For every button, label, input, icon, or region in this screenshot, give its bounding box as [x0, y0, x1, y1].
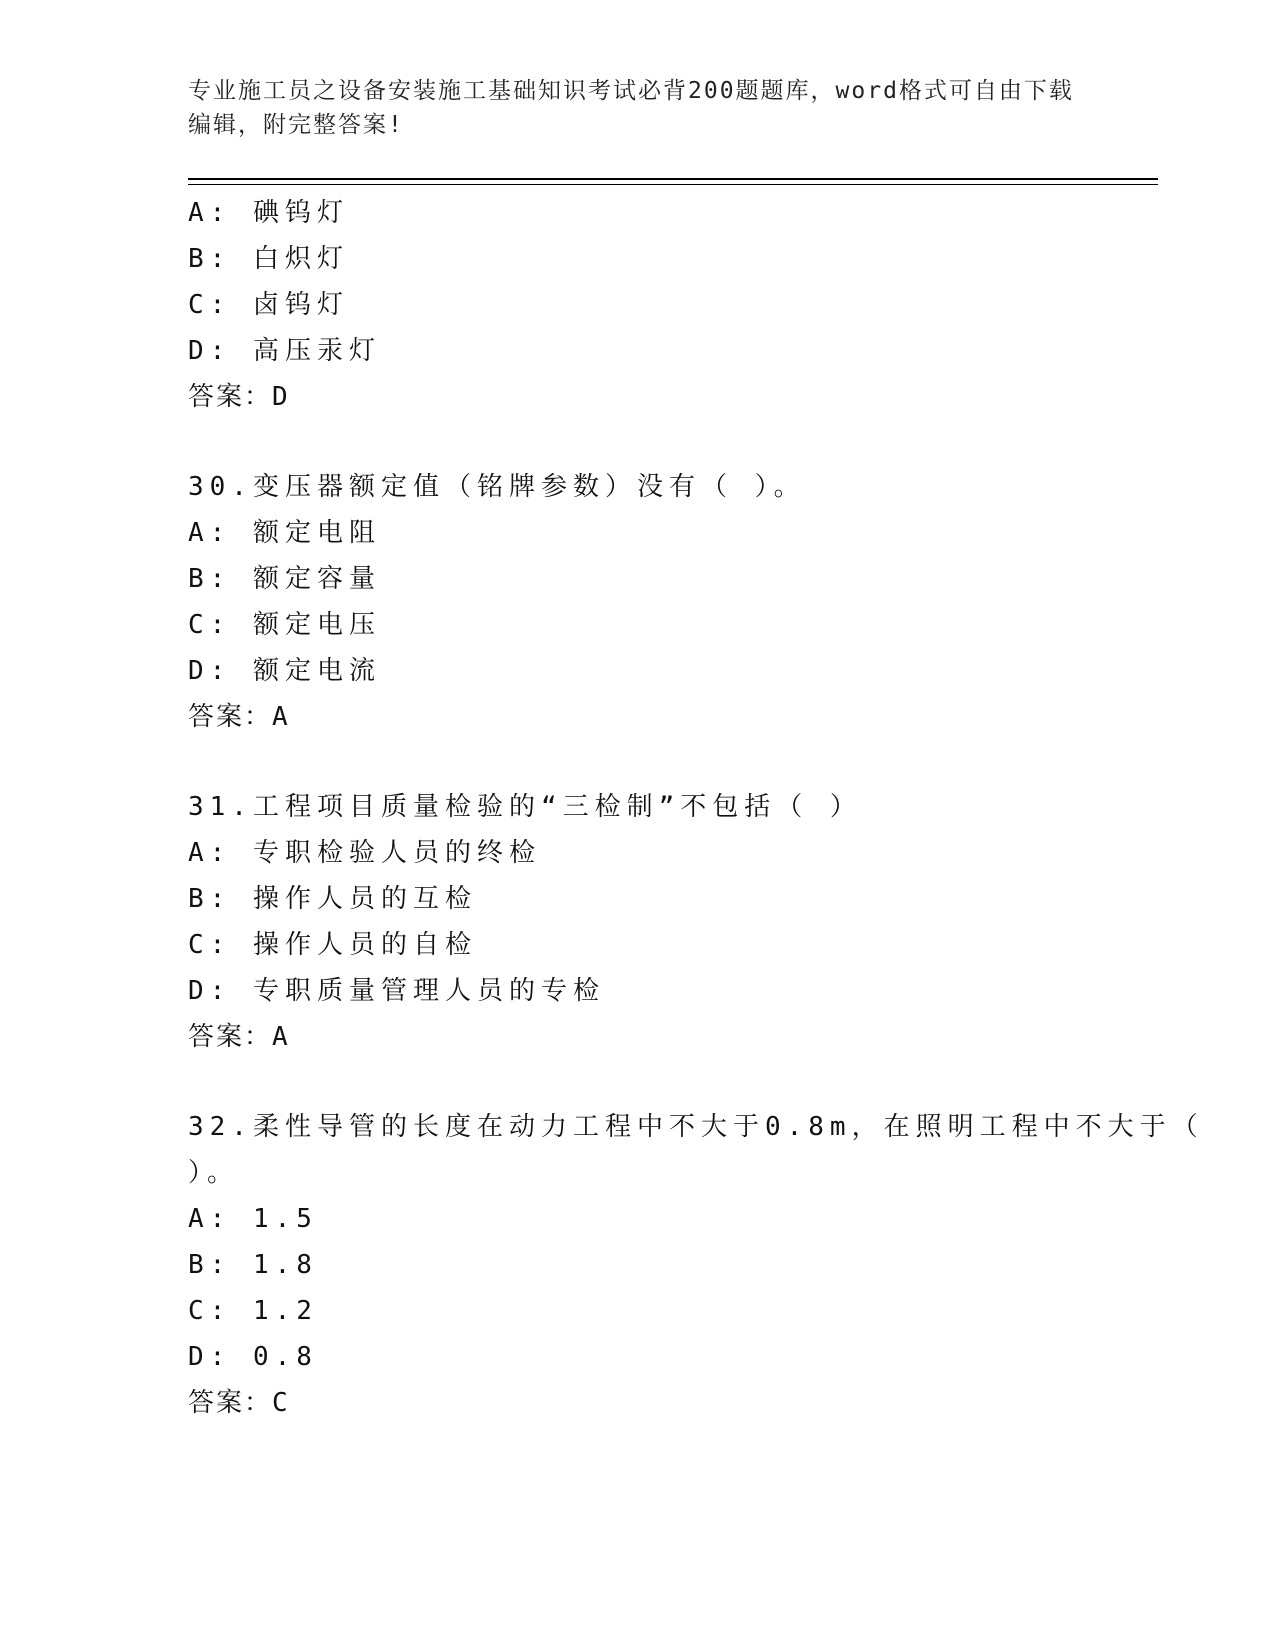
option-b: B: 操作人员的互检	[188, 884, 477, 914]
header-line-2: 编辑，附完整答案!	[188, 112, 404, 138]
spacer	[188, 1060, 1148, 1104]
option-a: A: 额定电阻	[188, 518, 381, 548]
header-divider-thin	[188, 184, 1158, 185]
option-c: C: 额定电压	[188, 610, 381, 640]
option-d: D: 0.8	[188, 1342, 318, 1372]
answer: 答案：A	[188, 1022, 290, 1052]
answer: 答案：A	[188, 702, 290, 732]
answer: 答案：C	[188, 1388, 290, 1418]
option-a: A: 专职检验人员的终检	[188, 838, 541, 868]
option-a: A: 碘钨灯	[188, 198, 349, 228]
answer: 答案：D	[188, 382, 290, 412]
header-divider-thick	[188, 178, 1158, 180]
question-30	[188, 464, 1148, 740]
question-31	[188, 784, 1148, 1060]
spacer	[188, 420, 1148, 464]
question-stem-line-1: 32.柔性导管的长度在动力工程中不大于0.8m，在照明工程中不大于（	[188, 1112, 1204, 1142]
option-c: C: 操作人员的自检	[188, 930, 477, 960]
question-stem: 30.变压器额定值（铭牌参数）没有（ ）。	[188, 472, 806, 502]
option-a: A: 1.5	[188, 1204, 318, 1234]
option-b: B: 白炽灯	[188, 244, 349, 274]
question-29-continued	[188, 190, 1148, 420]
document-header	[188, 74, 1088, 142]
question-list	[188, 190, 1204, 1426]
option-c: C: 1.2	[188, 1296, 318, 1326]
spacer	[188, 740, 1148, 784]
question-stem: 31.工程项目质量检验的“三检制”不包括（ ）	[188, 792, 862, 822]
header-line-1: 专业施工员之设备安装施工基础知识考试必背200题题库，word格式可自由下载	[188, 78, 1074, 104]
option-b: B: 1.8	[188, 1250, 318, 1280]
option-d: D: 专职质量管理人员的专检	[188, 976, 605, 1006]
option-d: D: 高压汞灯	[188, 336, 381, 366]
option-b: B: 额定容量	[188, 564, 381, 594]
option-c: C: 卤钨灯	[188, 290, 349, 320]
question-stem-line-2: ）。	[188, 1158, 240, 1188]
question-32	[188, 1104, 1204, 1426]
option-d: D: 额定电流	[188, 656, 381, 686]
